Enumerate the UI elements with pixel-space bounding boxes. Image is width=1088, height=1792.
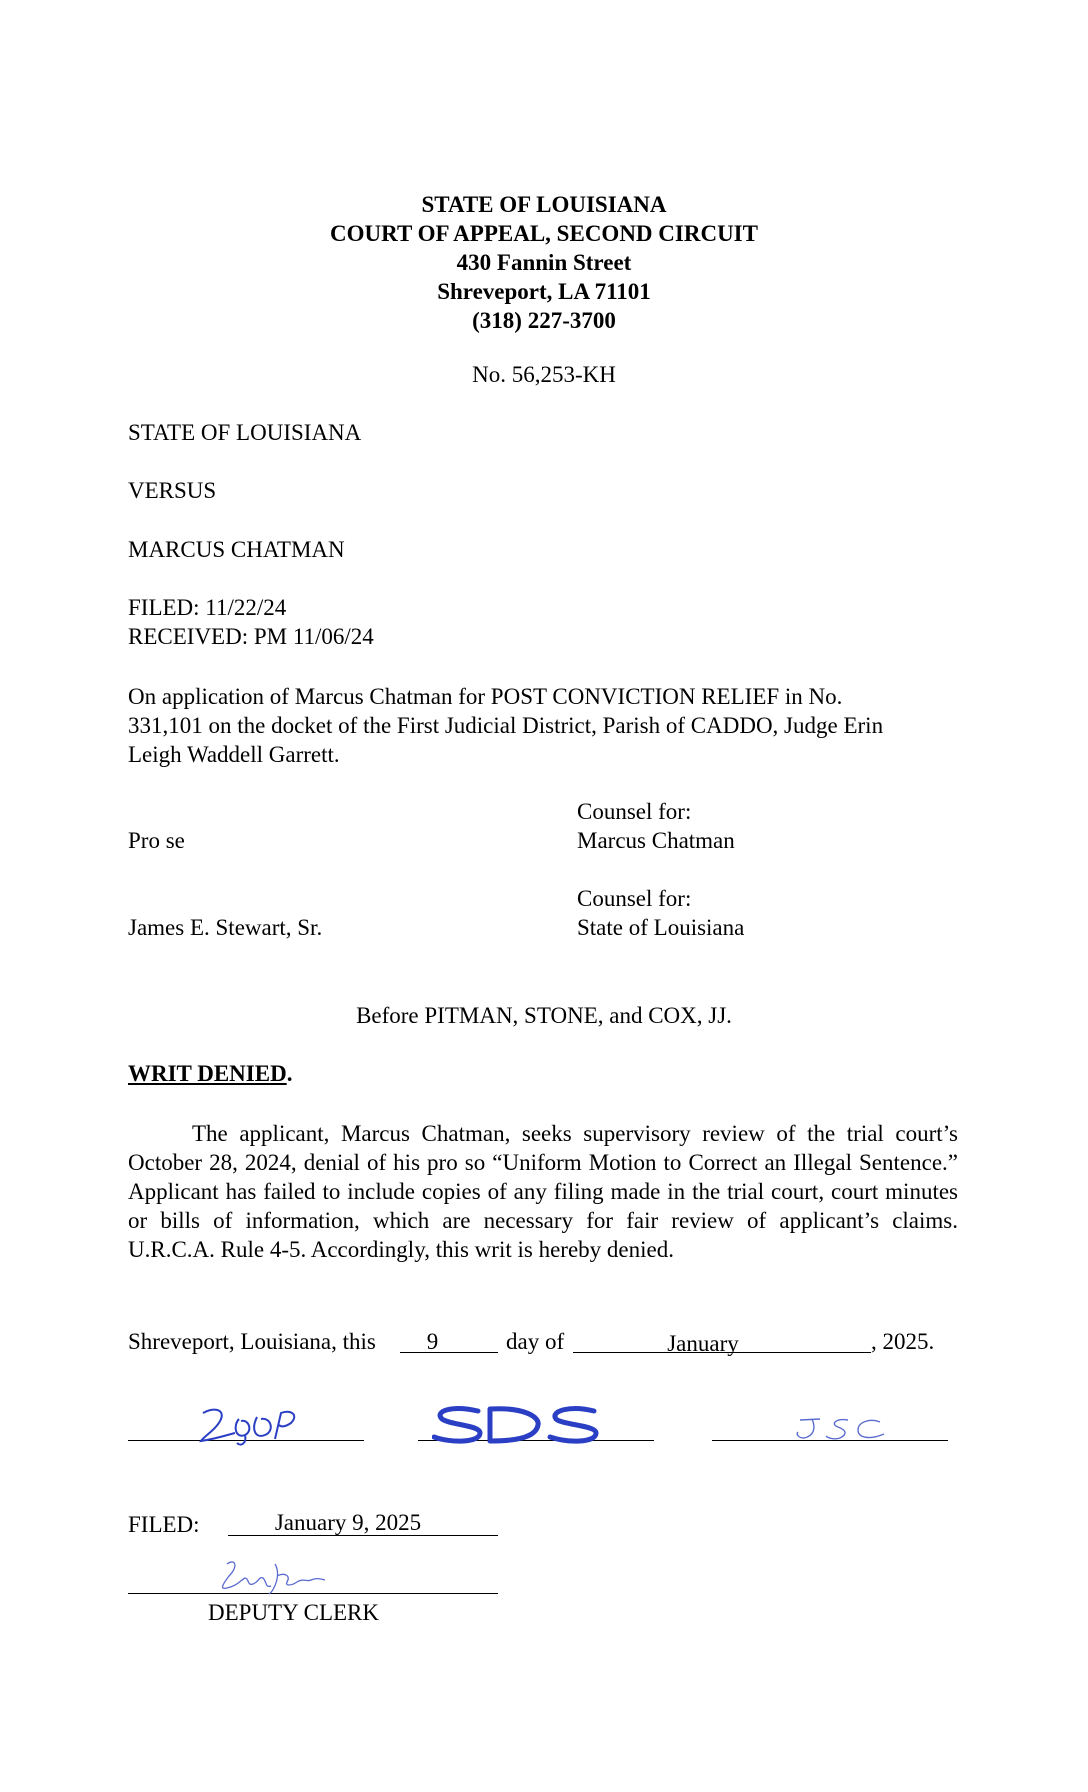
filed-footer-label: FILED: [128, 1512, 200, 1537]
clerk-title: DEPUTY CLERK [208, 1600, 380, 1625]
counsel-party-1: Marcus Chatman [577, 828, 735, 853]
dateline-suffix: , 2025. [871, 1329, 935, 1354]
filed-footer-date: January 9, 2025 [274, 1510, 422, 1535]
dateline-day: 9 [426, 1329, 439, 1354]
header-court: COURT OF APPEAL, SECOND CIRCUIT [330, 221, 758, 246]
counsel-name-2: James E. Stewart, Sr. [128, 915, 323, 940]
filed-date: FILED: 11/22/24 [128, 595, 287, 620]
dateline [128, 1329, 376, 1355]
header-street: 430 Fannin Street [456, 250, 632, 275]
ruling-heading [128, 1061, 292, 1087]
ruling-heading-text: WRIT DENIED [128, 1061, 287, 1086]
caption-versus: VERSUS [128, 478, 217, 503]
caption-defendant: MARCUS CHATMAN [128, 537, 345, 562]
ruling-heading-period: . [286, 1061, 293, 1086]
judge-initials-jtp-signature [195, 1405, 305, 1447]
counsel-label-1: Counsel for: [577, 799, 692, 824]
dateline-prefix: Shreveport, Louisiana, this [128, 1329, 376, 1354]
header-phone: (318) 227-3700 [472, 308, 616, 333]
application-text: On application of Marcus Chatman for POST CONVICTION RELIEF in No. 331,101 on the docket of the First Judicial District, Parish of CADDO, Judge Erin Leigh Waddell Garrett. [128, 684, 884, 767]
judge-initials-sds-signature [432, 1403, 602, 1447]
ruling-text: The applicant, Marcus Chatman, seeks supervisory review of the trial court’s October 28, 2024, denial of his pro so “Uniform Motion to Correct an Illegal Sentence.” Applicant has failed to include copies of any filing made in the trial court, court minutes or bills of information, which are necessary for fair review of applicant’s claims. U.R.C.A. Rule 4-5. Accordingly, this writ is hereby denied. [128, 1121, 958, 1262]
header-state: STATE OF LOUISIANA [421, 192, 667, 217]
header-city: Shreveport, LA 71101 [437, 279, 651, 304]
counsel-name-1: Pro se [128, 828, 185, 853]
deputy-clerk-signature [215, 1556, 335, 1596]
docket-number: No. 56,253-KH [472, 362, 616, 387]
counsel-party-2: State of Louisiana [577, 915, 745, 940]
panel-judges: Before PITMAN, STONE, and COX, JJ. [356, 1003, 732, 1028]
caption-plaintiff: STATE OF LOUISIANA [128, 420, 362, 445]
judge-initials-jsc-signature [790, 1414, 890, 1442]
dateline-middle: day of [506, 1329, 565, 1354]
court-header [0, 190, 1088, 335]
received-date: RECEIVED: PM 11/06/24 [128, 624, 374, 649]
counsel-label-2: Counsel for: [577, 886, 692, 911]
dateline-month: January [667, 1331, 739, 1356]
